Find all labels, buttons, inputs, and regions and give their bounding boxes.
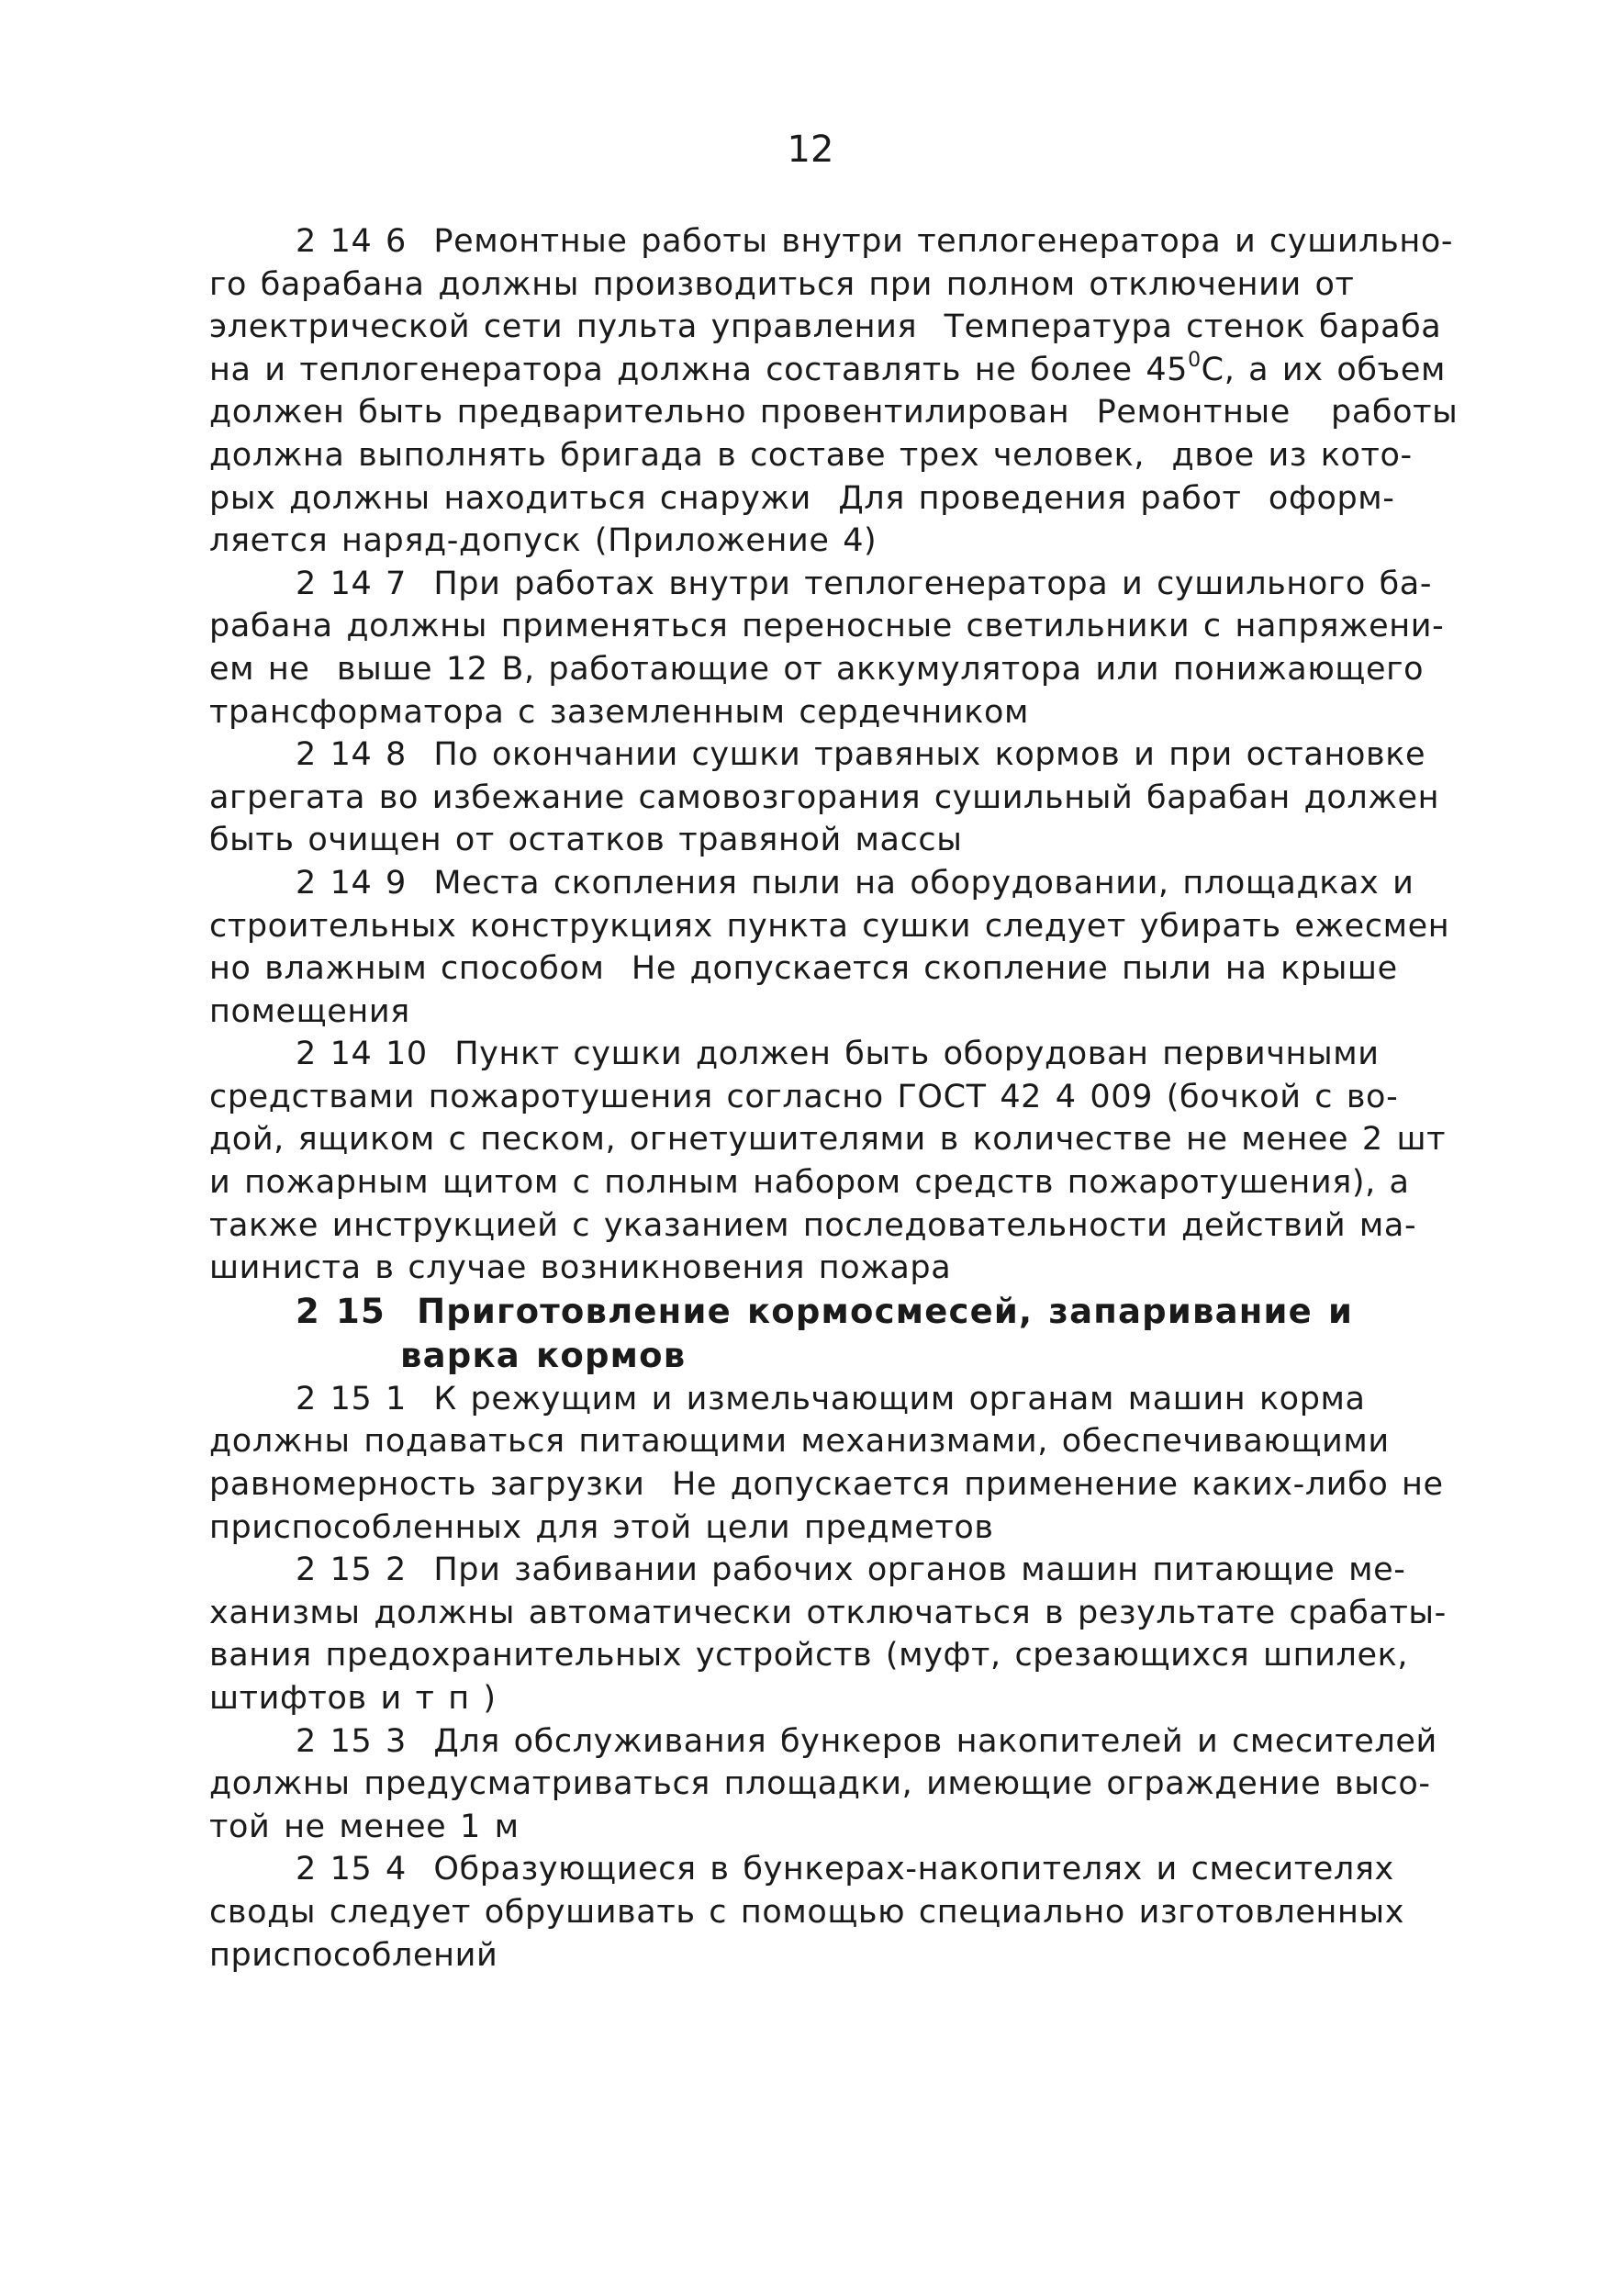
paragraph-line: го барабана должны производиться при полном отключении от — [209, 265, 1355, 303]
paragraph-2-15-2 — [209, 1549, 1447, 1719]
paragraph-line: 2 14 8 По окончании сушки травяных кормов и при остановке — [296, 736, 1426, 774]
paragraph-line: строительных конструкциях пункта сушки следует убирать ежесмен — [209, 907, 1450, 945]
paragraph-line: 2 15 4 Образующиеся в бункерах-накопителях и смесителях — [296, 1851, 1394, 1888]
paragraph-line: своды следует обрушивать с помощью специально изготовленных — [209, 1893, 1405, 1931]
paragraph-line: ем не выше 12 В, работающие от аккумулятора или понижающего — [209, 650, 1425, 688]
paragraph-line: шиниста в случае возникновения пожара — [209, 1249, 952, 1287]
paragraph-line: 2 14 6 Ремонтные работы внутри теплогенератора и сушильно- — [296, 223, 1454, 260]
paragraph-line: равномерность загрузки Не допускается применение каких-либо не — [209, 1466, 1444, 1504]
paragraph-line: дой, ящиком с песком, огнетушителями в количестве не менее 2 шт — [209, 1121, 1447, 1159]
paragraph-line-head: на и теплогенератора должна составлять не более 45 — [209, 351, 1189, 388]
paragraph-line: средствами пожаротушения согласно ГОСТ 42 4 009 (бочкой с во- — [209, 1078, 1399, 1115]
paragraph-2-15-4 — [209, 1848, 1415, 1977]
paragraph-line: 2 15 2 При забивании рабочих органов машин питающие ме- — [296, 1551, 1406, 1589]
section-heading-line: 2 15 Приготовление кормосмесей, запаривание и — [296, 1291, 1354, 1331]
paragraph-2-15-3 — [209, 1720, 1437, 1849]
paragraph-line: электрической сети пульта управления Температура стенок бараба — [209, 308, 1442, 346]
paragraph-line: 2 14 7 При работах внутри теплогенератора и сушильного ба- — [296, 565, 1433, 602]
paragraph-line: 2 15 3 Для обслуживания бункеров накопителей и смесителей — [296, 1722, 1437, 1760]
paragraph-line: должны подаваться питающими механизмами, обеспечивающими — [209, 1423, 1390, 1461]
degree-sign: 0 — [1188, 349, 1202, 373]
section-heading-line: варка кормов — [400, 1335, 687, 1375]
paragraph-2-14-8 — [209, 734, 1440, 862]
paragraph-line: вания предохранительных устройств (муфт, срезающихся шпилек, — [209, 1637, 1409, 1674]
document-body — [209, 220, 1459, 1977]
paragraph-2-14-6 — [209, 220, 1459, 563]
paragraph-line: 2 15 1 К режущим и измельчающим органам машин корма — [296, 1380, 1366, 1417]
paragraph-line: приспособлений — [209, 1936, 498, 1974]
paragraph-line: рабана должны применяться переносные светильники с напряжени- — [209, 608, 1445, 645]
paragraph-line: той не менее 1 м — [209, 1808, 520, 1845]
section-heading-2-15 — [209, 1290, 1415, 1378]
paragraph-line: рых должны находиться снаружи Для проведения работ оформ- — [209, 479, 1395, 517]
paragraph-line: 2 14 10 Пункт сушки должен быть оборудован первичными — [296, 1036, 1380, 1073]
paragraph-2-14-7 — [209, 563, 1445, 734]
paragraph-line: приспособленных для этой цели предметов — [209, 1508, 994, 1546]
paragraph-line: также инструкцией с указанием последовательности действий ма- — [209, 1206, 1417, 1244]
paragraph-line-with-degree — [209, 349, 1446, 392]
paragraph-2-15-1 — [209, 1378, 1444, 1549]
paragraph-line: быть очищен от остатков травяной массы — [209, 822, 963, 859]
paragraph-line: помещения — [209, 992, 410, 1030]
paragraph-2-14-9 — [209, 862, 1450, 1033]
paragraph-line: должны предусматриваться площадки, имеющие ограждение высо- — [209, 1765, 1431, 1803]
paragraph-line: агрегата во избежание самовозгорания сушильный барабан должен — [209, 778, 1440, 816]
paragraph-line: ханизмы должны автоматически отключаться в результате срабаты- — [209, 1594, 1447, 1631]
paragraph-line: ляется наряд-допуск (Приложение 4) — [209, 522, 878, 560]
paragraph-line-tail: С, а их объем — [1201, 351, 1446, 388]
paragraph-line: но влажным способом Не допускается скопление пыли на крыше — [209, 950, 1398, 988]
page-number: 12 — [787, 129, 834, 171]
paragraph-line: и пожарным щитом с полным набором средств пожаротушения), а — [209, 1164, 1410, 1202]
paragraph-line: должен быть предварительно провентилирован Ремонтные работы — [209, 394, 1459, 431]
paragraph-line: трансформатора с заземленным сердечником — [209, 693, 1029, 731]
paragraph-line: должна выполнять бригада в составе трех человек, двое из кото- — [209, 436, 1413, 474]
paragraph-line: 2 14 9 Места скопления пыли на оборудовании, площадках и — [296, 864, 1414, 902]
paragraph-line: штифтов и т п ) — [209, 1680, 497, 1717]
paragraph-2-14-10 — [209, 1033, 1447, 1290]
